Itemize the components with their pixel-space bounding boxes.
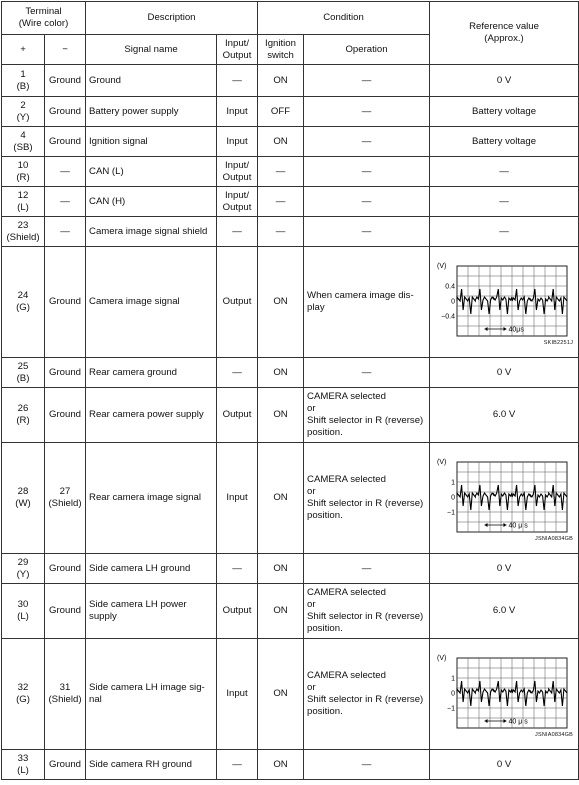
input-output-line2: Output <box>222 201 252 213</box>
operation-line: position. <box>307 623 343 634</box>
header-reference-value <box>430 2 579 65</box>
signal-name: Side camera LH power <box>89 599 187 610</box>
waveform-tick-label: 0 <box>451 494 456 502</box>
reference-value: 0 V <box>496 74 512 86</box>
header-minus: − <box>45 35 86 65</box>
table-row <box>2 554 579 584</box>
wire-color: (G) <box>16 694 30 705</box>
terminal-plus-cell <box>2 247 45 358</box>
table-row <box>2 358 579 388</box>
terminal-minus-cell <box>45 247 86 358</box>
input-output: Input/ <box>225 159 250 171</box>
waveform-tick-label: 0 <box>451 298 456 306</box>
waveform-tick-label: 1 <box>451 479 456 487</box>
ignition-switch-cell: — <box>258 217 304 247</box>
signal-name-cell <box>86 639 217 750</box>
operation-cell <box>304 750 430 780</box>
header-plus: + <box>2 35 45 65</box>
terminal-number: 33 <box>17 752 29 764</box>
wire-color: (Shield) <box>6 231 40 243</box>
terminal-number: 26 <box>17 403 29 414</box>
terminal-minus: Ground <box>49 409 81 420</box>
signal-name-cell <box>86 127 217 157</box>
input-output-cell <box>217 97 258 127</box>
reference-value-cell <box>430 639 579 750</box>
reference-value: — <box>499 225 509 237</box>
signal-name-cell <box>86 157 217 187</box>
header-condition: Condition <box>258 2 430 35</box>
signal-name-cell <box>86 247 217 358</box>
input-output: — <box>232 366 242 378</box>
ignition-switch-cell: ON <box>258 443 304 554</box>
operation-line: — <box>361 165 372 177</box>
terminal-minus: Ground <box>49 105 81 117</box>
waveform-time-arrowhead <box>504 719 507 723</box>
terminal-minus-cell <box>45 554 86 584</box>
header-terminal-label: Terminal <box>25 6 62 17</box>
ignition-switch-cell: ON <box>258 358 304 388</box>
ignition-switch-cell: ON <box>258 750 304 780</box>
terminal-minus-cell <box>45 750 86 780</box>
terminal-minus-cell <box>45 97 86 127</box>
input-output-cell <box>217 157 258 187</box>
wire-color: (SB) <box>13 141 33 153</box>
reference-value: 0 V <box>496 366 512 378</box>
header-io-line1: Input/ <box>225 37 250 49</box>
wire-color: (R) <box>16 171 30 183</box>
input-output: — <box>232 562 242 574</box>
ignition-switch-cell: ON <box>258 127 304 157</box>
terminal-plus-cell <box>2 388 45 443</box>
waveform-svg <box>435 258 573 346</box>
wire-color: (W) <box>15 498 31 509</box>
terminal-minus-cell <box>45 358 86 388</box>
signal-name-cell <box>86 358 217 388</box>
operation-line: CAMERA selected <box>307 587 386 598</box>
ignition-switch-cell: — <box>258 187 304 217</box>
terminal-minus-cell <box>45 443 86 554</box>
operation-line: — <box>361 225 372 237</box>
terminal-number: 23 <box>17 219 29 231</box>
table-row <box>2 65 579 97</box>
waveform-unit-label: (V) <box>437 459 447 466</box>
table-body <box>2 65 579 780</box>
operation-cell <box>304 388 430 443</box>
waveform-time-label: 40 μ s <box>508 522 528 530</box>
terminal-minus-cell <box>45 127 86 157</box>
reference-value-cell <box>430 584 579 639</box>
signal-name-line2: nal <box>89 694 102 705</box>
operation-line: Shift selector in R (reverse) <box>307 694 424 705</box>
signal-name-cell <box>86 443 217 554</box>
table-row <box>2 127 579 157</box>
reference-value-cell <box>430 187 579 217</box>
terminal-minus: Ground <box>49 562 81 574</box>
terminal-number: 12 <box>17 189 29 201</box>
terminal-plus-cell <box>2 584 45 639</box>
waveform-time-arrowhead <box>485 719 488 723</box>
terminal-minus-cell <box>45 187 86 217</box>
header-ign-line1: Ignition <box>265 37 296 49</box>
terminal-plus-cell <box>2 187 45 217</box>
terminal-number: 32 <box>17 682 29 693</box>
operation-line: CAMERA selected <box>307 670 386 681</box>
terminal-minus: Ground <box>49 605 81 616</box>
terminal-minus: Ground <box>49 366 81 378</box>
header-ref-line2: (Approx.) <box>484 33 524 44</box>
signal-name: Battery power supply <box>89 105 179 117</box>
waveform-chart <box>435 650 573 738</box>
signal-name: Rear camera ground <box>89 366 178 378</box>
reference-value: 6.0 V <box>492 409 516 420</box>
table-row <box>2 247 579 358</box>
ignition-switch-cell: ON <box>258 639 304 750</box>
wire-color: (Y) <box>16 568 30 580</box>
table-row <box>2 443 579 554</box>
table-row <box>2 97 579 127</box>
terminal-minus-color: (Shield) <box>48 498 82 509</box>
input-output: — <box>232 74 242 86</box>
operation-cell <box>304 97 430 127</box>
reference-value: 6.0 V <box>492 605 516 616</box>
reference-value: 0 V <box>496 758 512 770</box>
terminal-number: 1 <box>20 68 26 80</box>
operation-cell <box>304 443 430 554</box>
ignition-switch-cell: ON <box>258 247 304 358</box>
input-output-cell <box>217 443 258 554</box>
input-output-cell <box>217 584 258 639</box>
waveform-svg <box>435 454 573 542</box>
terminal-plus-cell <box>2 554 45 584</box>
signal-name-cell <box>86 97 217 127</box>
signal-name-cell <box>86 584 217 639</box>
terminal-table <box>1 1 579 780</box>
operation-cell <box>304 639 430 750</box>
wire-color: (B) <box>16 372 30 384</box>
reference-value-cell <box>430 157 579 187</box>
operation-line: or <box>307 599 316 610</box>
table-row <box>2 750 579 780</box>
terminal-minus: — <box>60 225 70 237</box>
terminal-plus-cell <box>2 97 45 127</box>
header-description: Description <box>86 2 258 35</box>
signal-name: CAN (L) <box>89 165 124 177</box>
input-output-cell <box>217 388 258 443</box>
signal-name-cell <box>86 554 217 584</box>
input-output-line2: Output <box>222 171 252 183</box>
terminal-number: 24 <box>17 290 29 301</box>
operation-line: — <box>361 562 372 574</box>
ignition-switch-cell: OFF <box>258 97 304 127</box>
terminal-minus-cell <box>45 639 86 750</box>
operation-line: Shift selector in R (reverse) <box>307 498 424 509</box>
reference-value-cell <box>430 388 579 443</box>
signal-name: CAN (H) <box>89 195 126 207</box>
operation-line: position. <box>307 427 343 438</box>
terminal-minus-cell <box>45 388 86 443</box>
signal-name: Camera image signal <box>89 296 180 307</box>
operation-line: — <box>361 105 372 117</box>
figure-code: SKIB2251J <box>543 340 574 346</box>
waveform-time-arrowhead <box>504 523 507 527</box>
input-output-cell <box>217 187 258 217</box>
header-wire-color-label: (Wire color) <box>18 18 69 29</box>
reference-value-cell <box>430 247 579 358</box>
operation-line: play <box>307 302 325 313</box>
operation-line: position. <box>307 706 343 717</box>
signal-name-line2: supply <box>89 611 117 622</box>
input-output-cell <box>217 217 258 247</box>
operation-line: — <box>361 195 372 207</box>
terminal-number: 28 <box>17 486 29 497</box>
operation-line: When camera image dis- <box>307 290 414 301</box>
terminal-number: 30 <box>17 599 29 610</box>
input-output-cell <box>217 639 258 750</box>
header-terminal <box>2 2 86 35</box>
input-output: Output <box>222 409 252 420</box>
wire-color: (G) <box>16 302 30 313</box>
operation-cell <box>304 187 430 217</box>
signal-name: Ground <box>89 74 122 86</box>
waveform-time-arrowhead <box>485 327 488 331</box>
operation-line: — <box>361 74 372 86</box>
waveform-time-arrowhead <box>485 523 488 527</box>
operation-line: or <box>307 682 316 693</box>
ignition-switch-cell: — <box>258 157 304 187</box>
waveform-time-arrowhead <box>504 327 507 331</box>
reference-value-cell <box>430 358 579 388</box>
operation-cell <box>304 358 430 388</box>
signal-name-cell <box>86 187 217 217</box>
operation-cell <box>304 157 430 187</box>
header-ignition-switch <box>258 35 304 65</box>
terminal-plus-cell <box>2 157 45 187</box>
waveform-tick-label: 0.4 <box>445 283 456 291</box>
waveform-unit-label: (V) <box>437 263 447 270</box>
wire-color: (B) <box>16 80 30 92</box>
terminal-minus: — <box>60 165 70 177</box>
terminal-plus-cell <box>2 127 45 157</box>
waveform-tick-label: 1 <box>451 675 456 683</box>
waveform-time-label: 40μs <box>508 326 524 334</box>
input-output: Input/ <box>225 189 250 201</box>
terminal-minus-cell <box>45 65 86 97</box>
waveform-time-label: 40 μ s <box>508 718 528 726</box>
reference-value: 0 V <box>496 562 512 574</box>
waveform-svg <box>435 650 573 738</box>
reference-value-cell <box>430 127 579 157</box>
operation-cell <box>304 65 430 97</box>
input-output: Input <box>226 688 248 699</box>
terminal-plus-cell <box>2 750 45 780</box>
input-output-cell <box>217 65 258 97</box>
operation-line: — <box>361 135 372 147</box>
terminal-number: 25 <box>17 360 29 372</box>
terminal-minus: Ground <box>49 296 81 307</box>
operation-cell <box>304 247 430 358</box>
terminal-plus-cell <box>2 443 45 554</box>
table-row <box>2 217 579 247</box>
reference-value: Battery voltage <box>472 135 537 147</box>
terminal-plus-cell <box>2 358 45 388</box>
terminal-minus: 27 <box>59 486 71 497</box>
terminal-minus: 31 <box>59 682 71 693</box>
terminal-minus-cell <box>45 217 86 247</box>
terminal-minus: Ground <box>49 135 81 147</box>
terminal-minus: Ground <box>49 758 81 770</box>
reference-value-cell <box>430 97 579 127</box>
operation-cell <box>304 584 430 639</box>
terminal-minus-cell <box>45 157 86 187</box>
reference-value-cell <box>430 443 579 554</box>
header-ref-line1: Reference value <box>469 21 539 32</box>
figure-code: JSNIA0834GB <box>535 732 574 738</box>
waveform-tick-label: −1 <box>447 509 456 517</box>
wire-color: (L) <box>17 764 29 776</box>
input-output: Input <box>226 492 248 503</box>
operation-line: Shift selector in R (reverse) <box>307 611 424 622</box>
signal-name-cell <box>86 388 217 443</box>
reference-value-cell <box>430 217 579 247</box>
table-row <box>2 157 579 187</box>
waveform-chart <box>435 454 573 542</box>
table-row <box>2 187 579 217</box>
input-output: — <box>232 758 242 770</box>
signal-name-cell <box>86 65 217 97</box>
operation-line: Shift selector in R (reverse) <box>307 415 424 426</box>
reference-value: Battery voltage <box>472 105 537 117</box>
signal-name: Side camera LH ground <box>89 562 191 574</box>
signal-name: Rear camera image signal <box>89 492 201 503</box>
header-input-output <box>217 35 258 65</box>
operation-line: CAMERA selected <box>307 391 386 402</box>
signal-name: Ignition signal <box>89 135 148 147</box>
terminal-minus-color: (Shield) <box>48 694 82 705</box>
waveform-tick-label: −1 <box>447 705 456 713</box>
operation-line: — <box>361 366 372 378</box>
terminal-number: 4 <box>20 129 26 141</box>
input-output: — <box>232 225 242 237</box>
waveform-tick-label: −0.4 <box>441 313 456 321</box>
input-output: Input <box>226 135 248 147</box>
input-output-cell <box>217 750 258 780</box>
table-row <box>2 388 579 443</box>
operation-cell <box>304 127 430 157</box>
terminal-minus-cell <box>45 584 86 639</box>
terminal-minus: Ground <box>49 74 81 86</box>
wire-color: (Y) <box>16 111 30 123</box>
header-signal-name: Signal name <box>86 35 217 65</box>
operation-cell <box>304 554 430 584</box>
ignition-switch-cell: ON <box>258 554 304 584</box>
terminal-plus-cell <box>2 217 45 247</box>
input-output: Input <box>226 105 248 117</box>
terminal-plus-cell <box>2 65 45 97</box>
ignition-switch-cell: ON <box>258 388 304 443</box>
operation-line: — <box>361 758 372 770</box>
input-output-cell <box>217 554 258 584</box>
reference-value: — <box>499 165 509 177</box>
ignition-switch-cell: ON <box>258 65 304 97</box>
wire-color: (L) <box>17 201 29 213</box>
reference-value-cell <box>430 65 579 97</box>
wire-color: (R) <box>16 415 30 426</box>
signal-name: Camera image signal shield <box>89 225 208 237</box>
signal-name: Rear camera power supply <box>89 409 204 420</box>
terminal-minus: — <box>60 195 70 207</box>
ignition-switch-cell: ON <box>258 584 304 639</box>
waveform-unit-label: (V) <box>437 655 447 662</box>
terminal-number: 29 <box>17 556 29 568</box>
operation-line: CAMERA selected <box>307 474 386 485</box>
header-io-line2: Output <box>222 49 252 61</box>
input-output-cell <box>217 358 258 388</box>
header-operation: Operation <box>304 35 430 65</box>
table-row <box>2 584 579 639</box>
wire-color: (L) <box>17 611 29 622</box>
header-ign-line2: switch <box>267 49 294 61</box>
operation-line: or <box>307 403 316 414</box>
terminal-number: 10 <box>17 159 29 171</box>
table-row <box>2 639 579 750</box>
terminal-number: 2 <box>20 99 26 111</box>
input-output-cell <box>217 247 258 358</box>
reference-value-cell <box>430 750 579 780</box>
reference-value: — <box>499 195 509 207</box>
signal-name-cell <box>86 750 217 780</box>
waveform-chart <box>435 258 573 346</box>
input-output: Output <box>222 296 252 307</box>
reference-value-cell <box>430 554 579 584</box>
signal-name: Side camera RH ground <box>89 758 192 770</box>
operation-line: or <box>307 486 316 497</box>
terminal-plus-cell <box>2 639 45 750</box>
input-output: Output <box>222 605 252 616</box>
operation-cell <box>304 217 430 247</box>
signal-name-cell <box>86 217 217 247</box>
signal-name: Side camera LH image sig- <box>89 682 205 693</box>
operation-line: position. <box>307 510 343 521</box>
input-output-cell <box>217 127 258 157</box>
waveform-tick-label: 0 <box>451 690 456 698</box>
figure-code: JSNIA0834GB <box>535 536 574 542</box>
